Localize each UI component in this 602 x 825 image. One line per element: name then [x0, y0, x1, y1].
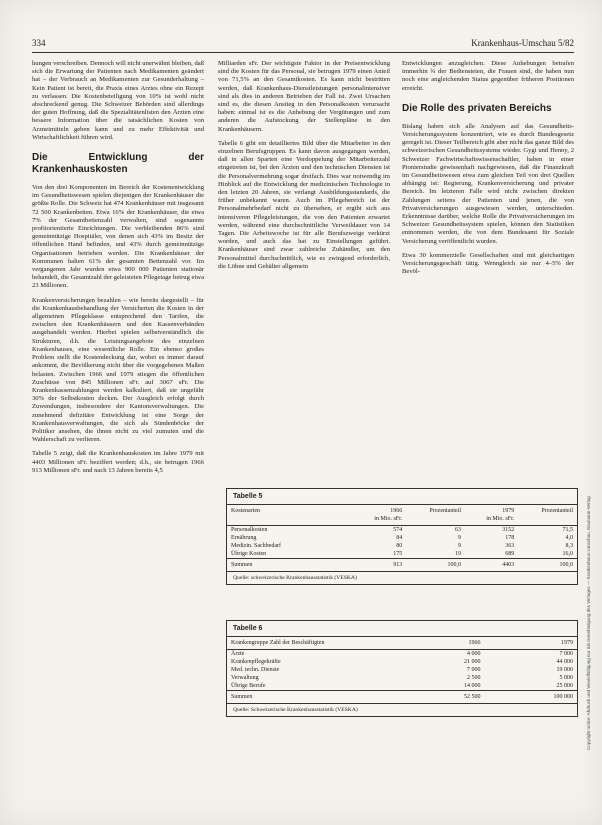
table-cell: 4 000 [466, 651, 481, 657]
table-cell: 4,0 [565, 535, 573, 541]
table-6-sum-row [227, 691, 577, 704]
table-cell: Ärzte [231, 651, 245, 657]
table-cell: 44 000 [556, 659, 573, 665]
table-cell: 100,0 [406, 559, 465, 572]
table-5-header-cell: Prozentanteil [406, 505, 465, 526]
table-cell: 175 [393, 551, 403, 557]
table-6-caption: Tabelle 6 [233, 625, 263, 632]
table-6-source: Quelle: Schweizerische Krankenhausstatistik (VESKA) [227, 703, 577, 716]
column-3 [402, 60, 574, 282]
table-row [227, 542, 577, 550]
section-heading-privater-bereich: Die Rolle des privaten Bereichs [402, 102, 552, 114]
table-row [227, 650, 577, 659]
table-cell: Krankenpflegekräfte [231, 659, 281, 665]
table-cell: Medizin. Sachbedarf [231, 543, 281, 549]
table-5-caption: Tabelle 5 [233, 493, 263, 500]
table-6-header-cell: 1979 [484, 637, 577, 650]
table-row [227, 666, 577, 674]
table-cell: Personalkosten [231, 527, 268, 533]
table-cell: 8,3 [565, 543, 573, 549]
col2-paragraph-2: Tabelle 6 gibt ein detailliertes Bild über die Mitarbeiter in den einzelnen Berufsgruppen. Es kann davon ausgegangen werden, daß in allen Sparten eine Verdoppelung der Mitarbeiterzahl eingetreten ist, bei den Ärzten und den technischen Diensten ist die Personalvermehrung sogar dreifach. Dies war notwendig im Hinblick auf die Entwicklung der medizinischen Technologie in den letzten 20 Jahren, sie verlangt Ausbildungsstandards, die früher unbekannt waren. Auch im Pflegebereich ist der Personalmehrbedarf nicht zu übersehen, er ergibt sich aus intensiveren Pflegeleistungen, die von den Patienten erwartet werden, während eine durchschnittliche Verweildauer von 14 Tagen. Die Arbeitswoche ist für alle Berufszweige verkürzt worden, und auch das hat zu Einstellungen geführt. Krankenhäuser sind zwar zahlreiche Zuhändler, um den Personalmittel durchschnittlich, wie es zwingend erforderlich, die Löhne und Gehälter allgemein [218, 139, 390, 270]
table-cell: 2 500 [466, 675, 481, 681]
table-6-header-row [227, 637, 577, 650]
table-cell: 71,5 [562, 527, 573, 533]
table-cell: Summen [227, 691, 402, 704]
table-row [227, 658, 577, 666]
table-row [227, 674, 577, 682]
table-cell: 19 [454, 551, 461, 557]
col3-paragraph-2: Bislang haben sich alle Analysen auf das Gesundheits-Versicherungssystem konzentriert, wie es durch Bundesgesetz geregelt ist. Dieser Teilbereich gibt aber nicht das ganze Bild des schweizerischen Gesundheitssystems wieder. Gygi und Henny, 2 Schweizer Fachwirtschaftswissenschaftler, haben in einer Pionierstudie gewissenhaft nachgewiesen, daß die Finanzkraft im Gesundheitswesen etwa zum gleichen Teil von drei Quellen abhängig ist: Regierung, Krankenversicherung und privater Bereich. Im letzteren Falle wird nicht zwischen direkten Zahlungen seitens der Patienten und jenen, die von Privatversicherungen ausgewiesen werden, unterschieden. Erkenntnisse darüber, welche Rolle die Privatversicherungen im Schweizer Gesundheitssystem spielen, können den Statistiken entnommen werden, die von dem Bundesamt für Soziale Versicherung veröffentlicht wurden. [402, 122, 574, 245]
table-6-header-cell: 1966 [402, 637, 484, 650]
table-cell: Ernährung [231, 535, 257, 541]
table-cell: 100,0 [518, 559, 577, 572]
table-5-source: Quelle: schweizerische Krankenhausstatistik (VESKA) [227, 571, 577, 584]
table-6-header-cell: Krankengruppe Zahl der Beschäftigten [227, 637, 402, 650]
table-cell: 689 [505, 551, 515, 557]
copyright-text: Copyright notice: Abdruck und Vervielfältigung nur mit Genehmigung des Verlages — Krankenhaus-Umschau, Baumann-Verlag [586, 496, 591, 750]
table-6-grid [227, 636, 577, 703]
column-1 [32, 60, 204, 481]
table-cell: Verwaltung [231, 675, 259, 681]
table-cell: 52 500 [402, 691, 484, 704]
column-2 [218, 60, 390, 277]
table-5-header-cell: 1979 in Mio. sFr. [465, 505, 518, 526]
col3-paragraph-1: Entwicklungen anzugleichen. Diese Anhebungen betrafen immerhin ¾ der Bediensteten, die Frauen sind, die haben nun noch eine angleichenden Status gegenüber früheren Positionen erreicht. [402, 60, 574, 92]
table-cell: 7 000 [466, 667, 481, 673]
col1-paragraph-2: Von den drei Komponenten im Bereich der Kostenentwicklung im Gesundheitswesen spielen diejenigen der Krankenhäuser die größte Rolle. Die Schweiz hat 474 Krankenhäuser mit insgesamt 72 500 Krankenbetten. Etwa 16% der Krankenhäuser, die etwa 7% der Gesamtbettenzahl verwalten, sind sogenannte profitorientierte Einrichtungen. Die verbleibenden 86% sind gemeinnützige Hospitäler, von denen sich 43% im Besitz der öffentlichen Hand befinden, und 43% durch gemeinnützige Organisationen betrieben werden. Die Krankenhäuser der Kommunen halten 61% der gesamten Bettenzahl vor. Im vergangenen Jahr wurden etwa 900 000 Patienten stationär behandelt, die Gesamtzahl der geleisteten Pflegetage betrug etwa 23 Millionen. [32, 184, 204, 290]
table-cell: 9 [457, 535, 461, 541]
table-cell: 25 000 [556, 683, 573, 689]
table-cell: 178 [505, 535, 515, 541]
table-row [227, 526, 577, 535]
table-cell: 16,0 [562, 551, 573, 557]
table-5-header-row [227, 505, 577, 526]
table-cell: 14 000 [463, 683, 481, 689]
col1-paragraph-1: hungen verschreiben. Dennoch will nicht unerwähnt bleiben, daß sich die Erwartung der Patienten nach Medikamenten geändert hat – der Verbrauch an Medikamenten zur Gesunderhaltung – Kein Patient ist bereit, die Praxis eines Arztes ohne ein Rezept zu verlassen. Die Kostenbeteiligung von 10% ist wohl nicht abschreckend genug. Die Schweizer Behörden sind allerdings der guten Hoffnung, daß die Spezialitätenlisten den Ärzten eine bessere Information über die tatsächlichen Kosten von Arzneimitteln geben kann und zu mehr Effektivität und Wirtschaftlichkeit führen wird. [32, 60, 204, 141]
table-cell: 19 000 [556, 667, 573, 673]
table-5-grid [227, 504, 577, 571]
table-6 [226, 620, 578, 717]
col3-paragraph-3: Etwa 30 kommerzielle Gesellschaften sind mit gleichartigen Versicherungsgeschäft tätig. Wenngleich sie nur 4–5% der Bevöl- [402, 251, 574, 276]
table-5-header-cell: Kostenarten [227, 505, 353, 526]
table-5 [226, 488, 578, 585]
table-cell: 7 000 [559, 651, 573, 657]
table-cell: Med. techn. Dienste [231, 667, 280, 673]
running-title: Krankenhaus-Umschau 5/82 [471, 38, 574, 48]
table-5-sum-row [227, 559, 577, 572]
table-cell: 363 [505, 543, 515, 549]
table-cell: Übrige Kosten [231, 551, 267, 557]
table-cell: 84 [396, 535, 403, 541]
table-cell: Summen [227, 559, 353, 572]
table-cell: 913 [353, 559, 406, 572]
col1-paragraph-3: Krankenversicherungen bezahlen – wie bereits dargestellt – für die Krankenhausbehandlung der Versicherten die Kosten in der allgemeinen Pflegeklasse entsprechend den Tarifen, die zwischen den Krankenhäusern und den Kassenverbänden ausgehandelt werden. Hierbei spielen selbstverständlich die Strukturen, d.h. die Leistungsangebote des einzelnen Krankenhauses, eine wesentliche Rolle. Ein ebenso großes Problem stellt die Kostendeckung dar, wobei es immer darauf ankommt, die Bevölkerung nicht über die vorgegebenen Maßen belasten. Zwischen 1966 und 1979 stiegen die öffentlichen Zuschüsse von 845 Millionen sFr. auf 3067 sFr. Die Krankenkassenzahlungen werden kalkuliert, daß sie ungefähr 30% der Selbstkosten decken. Der Ausgleich erfolgt durch Zuwendungen, insbesondere der Kantonsverwaltungen. Die zunehmend defizitäre Entwicklung ist eine Sorge der Krankenhausverwaltungen, die sich als Sündenböcke der Politiker ansehen, die ihnen nicht zu viel zumuten und die Wahlerschaft zu verlieren. [32, 296, 204, 444]
col1-paragraph-4: Tabelle 5 zeigt, daß die Krankenhauskosten im Jahre 1979 mit 4403 Millionen sFr. beziffert werden; d.h., sie betrugen 1966 913 Millionen sFr. und nach 13 Jahren bereits 4,5 [32, 450, 204, 474]
col2-paragraph-1: Milliarden sFr. Der wichtigste Faktor in der Preisentwicklung sind die Kosten für das Personal, sie betrugen 1979 einen Anteil von 71,5% an den Gesamtkosten. Es kann nicht bestritten werden, daß Krankenhaus-Dienstleistungen personalintensiver sind als dies in anderen Betrieben der Fall ist. Zwei Ursachen sind es, die diesen Anstieg in den Personalkosten verursacht haben: einmal ist es die Anhebung der Vergütungen und zum anderen die Aufstockung der Stellenpläne in den Krankenhäusern. [218, 60, 390, 133]
table-cell: 4403 [465, 559, 518, 572]
table-cell: Übrige Berufe [231, 683, 266, 689]
table-cell: 100 000 [484, 691, 577, 704]
table-cell: 574 [393, 527, 403, 533]
table-cell: 3152 [502, 527, 515, 533]
running-header [32, 38, 574, 53]
table-cell: 21 000 [463, 659, 481, 665]
table-cell: 80 [396, 543, 403, 549]
table-row [227, 550, 577, 559]
section-heading-krankenhauskosten: Die Entwicklung der Krankenhauskosten [32, 152, 204, 176]
page-number: 334 [32, 38, 46, 48]
table-row [227, 682, 577, 691]
table-cell: 9 [457, 543, 461, 549]
table-cell: 5 000 [559, 675, 573, 681]
table-cell: 63 [454, 527, 461, 533]
vertical-copyright-note [586, 330, 596, 750]
table-5-header-cell: 1966 in Mio. sFr. [353, 505, 406, 526]
table-row [227, 534, 577, 542]
table-5-header-cell: Prozentanteil [518, 505, 577, 526]
